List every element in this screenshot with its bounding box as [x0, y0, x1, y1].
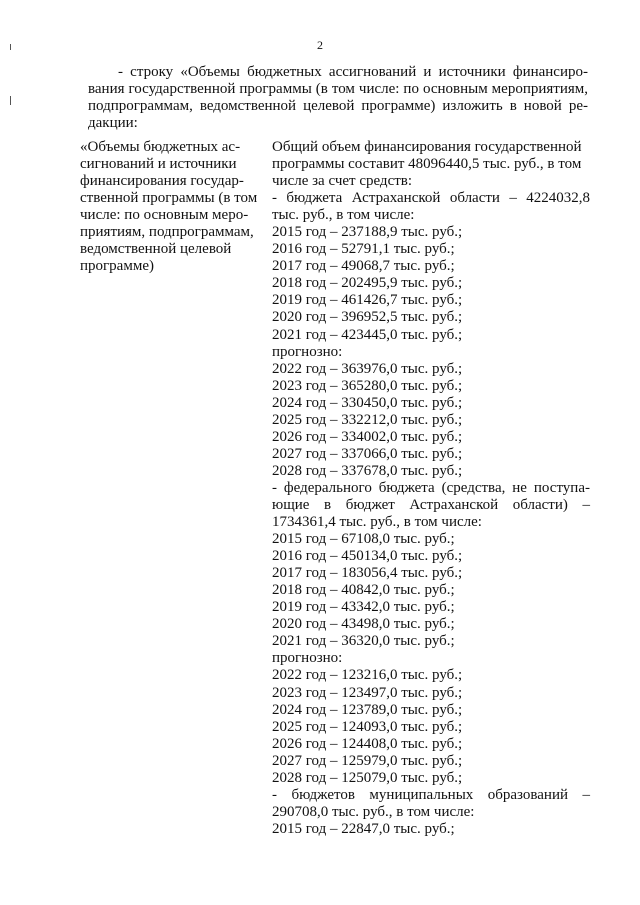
right-cell-line: 2021 год – 423445,0 тыс. руб.; [272, 326, 463, 343]
left-cell-line: финансирования государ- [80, 173, 244, 189]
right-cell-line: 2015 год – 67108,0 тыс. руб.; [272, 531, 455, 548]
right-cell-line: программы составит 48096440,5 тыс. руб., в том [272, 156, 582, 173]
right-cell-line: - бюджетов муниципальных образований – [272, 786, 590, 803]
right-cell-line: 2025 год – 332212,0 тыс. руб.; [272, 411, 463, 428]
right-cell-line: 2028 год – 125079,0 тыс. руб.; [272, 769, 463, 786]
intro-paragraph [88, 64, 588, 132]
right-cell-line: 2021 год – 36320,0 тыс. руб.; [272, 633, 455, 650]
right-cell-line: 2026 год – 124408,0 тыс. руб.; [272, 735, 463, 752]
right-cell-line: числе за счет средств: [272, 173, 413, 190]
right-cell-line: - федерального бюджета (средства, не поступа- [272, 479, 590, 496]
left-cell-line: приятиям, подпрограммам, [80, 224, 254, 240]
table-right-cell [272, 139, 590, 838]
right-cell-line: 2016 год – 450134,0 тыс. руб.; [272, 548, 463, 565]
left-cell-line: ственной программы (в том [80, 190, 258, 206]
right-cell-line: 2018 год – 40842,0 тыс. руб.; [272, 582, 455, 599]
page-number: 2 [317, 38, 323, 52]
right-cell-line: 2020 год – 43498,0 тыс. руб.; [272, 616, 455, 633]
intro-line: подпрограммам, ведомственной целевой программе) изложить в новой ре- [88, 98, 588, 114]
right-cell-line: 2022 год – 363976,0 тыс. руб.; [272, 360, 463, 377]
right-cell-line: тыс. руб., в том числе: [272, 207, 415, 224]
right-cell-line: 2017 год – 183056,4 тыс. руб.; [272, 565, 463, 582]
right-cell-line: 2026 год – 334002,0 тыс. руб.; [272, 428, 463, 445]
right-cell-line: 2027 год – 337066,0 тыс. руб.; [272, 445, 463, 462]
right-cell-line: 2024 год – 123789,0 тыс. руб.; [272, 701, 463, 718]
right-cell-line: 2018 год – 202495,9 тыс. руб.; [272, 275, 463, 292]
left-cell-line: «Объемы бюджетных ас- [80, 139, 241, 155]
table-left-cell [80, 139, 270, 275]
right-cell-line: 2025 год – 124093,0 тыс. руб.; [272, 718, 463, 735]
right-cell-line: прогнозно: [272, 650, 343, 667]
right-cell-line: прогнозно: [272, 343, 343, 360]
right-cell-line: ющие в бюджет Астраханской области) – [272, 496, 590, 513]
right-cell-line: 2019 год – 43342,0 тыс. руб.; [272, 599, 455, 616]
right-cell-line: 2017 год – 49068,7 тыс. руб.; [272, 258, 455, 275]
right-cell-line: 290708,0 тыс. руб., в том числе: [272, 803, 475, 820]
left-cell-line: сигнований и источники [80, 156, 237, 172]
right-cell-line: Общий объем финансирования государственной [272, 139, 582, 155]
right-cell-line: - бюджета Астраханской области – 4224032,8 [272, 190, 590, 207]
right-cell-line: 2028 год – 337678,0 тыс. руб.; [272, 462, 463, 479]
right-cell-line: 2020 год – 396952,5 тыс. руб.; [272, 309, 463, 326]
right-cell-line: 2024 год – 330450,0 тыс. руб.; [272, 394, 463, 411]
left-cell-line: числе: по основным меро- [80, 207, 249, 223]
right-cell-line: 2015 год – 22847,0 тыс. руб.; [272, 820, 455, 837]
intro-line: - строку «Объемы бюджетных ассигнований и источники финансиро- [118, 64, 588, 80]
right-cell-line: 1734361,4 тыс. руб., в том числе: [272, 514, 482, 531]
left-cell-line: ведомственной целевой [80, 241, 232, 257]
scan-margin-mark-middle [10, 96, 11, 105]
intro-line: дакции: [88, 115, 138, 131]
left-cell-line: программе) [80, 258, 154, 274]
right-cell-line: 2027 год – 125979,0 тыс. руб.; [272, 752, 463, 769]
right-cell-line: 2016 год – 52791,1 тыс. руб.; [272, 241, 455, 258]
right-cell-line: 2023 год – 123497,0 тыс. руб.; [272, 684, 463, 701]
right-cell-line: 2023 год – 365280,0 тыс. руб.; [272, 377, 463, 394]
intro-line: вания государственной программы (в том числе: по основным мероприятиям, [88, 81, 588, 97]
right-cell-line: 2019 год – 461426,7 тыс. руб.; [272, 292, 463, 309]
right-cell-line: 2022 год – 123216,0 тыс. руб.; [272, 667, 463, 684]
right-cell-line: 2015 год – 237188,9 тыс. руб.; [272, 224, 463, 241]
